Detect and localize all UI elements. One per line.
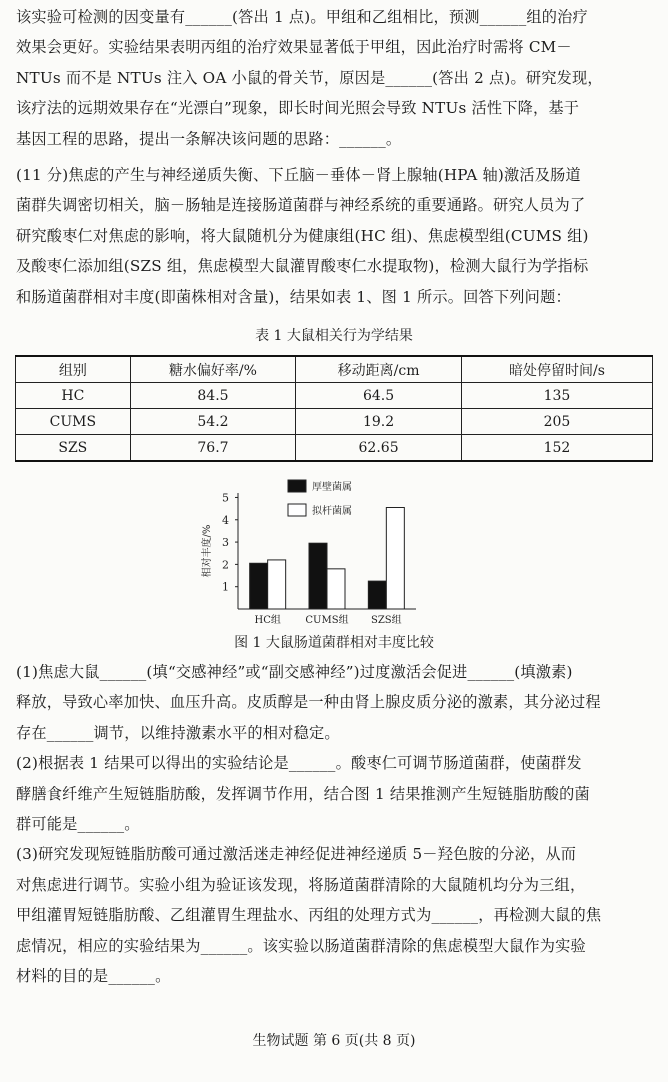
questions-section: [16, 657, 652, 991]
text-line: 释放，导致心率加快、血压升高。皮质醇是一种由肾上腺皮质分泌的激素，其分泌过程: [16, 693, 601, 712]
text-line: 基因工程的思路，提出一条解决该问题的思路：______。: [16, 129, 402, 148]
bar-firmicutes: [368, 581, 386, 609]
text-line: 对焦虑进行调节。实验小组为验证该发现，将肠道菌群清除的大鼠随机均分为三组，: [16, 875, 586, 894]
y-tick-label: 4: [222, 513, 229, 527]
behavior-table: [15, 355, 653, 462]
chart-legend: [288, 480, 352, 517]
table-cell: 62.65: [296, 435, 462, 462]
text-line: 菌群失调密切相关，脑－肠轴是连接肠道菌群与神经系统的重要通路。研究人员为了: [16, 196, 586, 215]
table-cell: 76.7: [130, 435, 296, 462]
x-tick-label: CUMS组: [305, 615, 349, 626]
table-header-cell: 糖水偏好率/%: [130, 356, 296, 383]
table-header-cell: 组别: [16, 356, 131, 383]
table-header-cell: 暗处停留时间/s: [461, 356, 652, 383]
top-paragraph: [16, 2, 652, 154]
table-header-cell: 移动距离/cm: [296, 356, 462, 383]
bar-bacteroides: [268, 560, 286, 609]
text-line: 及酸枣仁添加组(SZS 组，焦虑模型大鼠灌胃酸枣仁水提取物)，检测大鼠行为学指标: [16, 257, 589, 276]
text-line: NTUs 而不是 NTUs 注入 OA 小鼠的骨关节，原因是______(答出 2 点)。研究发现，: [16, 68, 603, 87]
legend-label: 拟杆菌属: [312, 506, 352, 517]
table-row: [16, 435, 653, 462]
legend-label: 厚壁菌属: [312, 482, 352, 493]
legend-swatch: [288, 504, 306, 516]
bacteria-bar-chart: [196, 474, 426, 630]
y-tick-label: 3: [222, 536, 229, 550]
table-cell: HC: [16, 383, 131, 409]
table-cell: 19.2: [296, 409, 462, 435]
text-line: 虑情况，相应的实验结果为______。该实验以肠道菌群清除的焦虑模型大鼠作为实验: [16, 936, 586, 955]
table-cell: 152: [461, 435, 652, 462]
text-line: 甲组灌胃短链脂肪酸、乙组灌胃生理盐水、丙组的处理方式为______，再检测大鼠的焦: [16, 906, 602, 925]
y-axis-label: 相对丰度/%: [202, 524, 213, 578]
x-tick-label: SZS组: [371, 615, 402, 626]
legend-swatch: [288, 480, 306, 492]
text-line: 材料的目的是______。: [16, 967, 171, 986]
table-cell: 84.5: [130, 383, 296, 409]
table-cell: 205: [461, 409, 652, 435]
bar-bacteroides: [386, 508, 404, 610]
text-line: (2)根据表 1 结果可以得出的实验结论是______。酸枣仁可调节肠道菌群，使菌群发: [16, 754, 582, 773]
text-line: 和肠道菌群相对丰度(即菌株相对含量)，结果如表 1、图 1 所示。回答下列问题：: [16, 287, 571, 306]
text-line: (11 分)焦虑的产生与神经递质失衡、下丘脑－垂体－肾上腺轴(HPA 轴)激活及肠道: [16, 166, 581, 184]
bar-firmicutes: [250, 563, 268, 609]
table-cell: 64.5: [296, 383, 462, 409]
figure-caption: 图 1 大鼠肠道菌群相对丰度比较: [234, 635, 434, 651]
text-line: 该疗法的远期效果存在“光漂白”现象，即长时间光照会导致 NTUs 活性下降，基于: [16, 99, 580, 118]
text-line: 效果会更好。实验结果表明丙组的治疗效果显著低于甲组，因此治疗时需将 CM－: [16, 38, 572, 57]
table-cell: SZS: [16, 435, 131, 462]
bar-bacteroides: [327, 569, 345, 609]
table-cell: 135: [461, 383, 652, 409]
table-cell: 54.2: [130, 409, 296, 435]
text-line: 研究酸枣仁对焦虑的影响，将大鼠随机分为健康组(HC 组)、焦虑模型组(CUMS 组): [16, 226, 589, 245]
chart-bars: [250, 508, 405, 610]
table-caption: 表 1 大鼠相关行为学结果: [255, 328, 413, 344]
bar-firmicutes: [309, 543, 327, 609]
text-line: 酵膳食纤维产生短链脂肪酸，发挥调节作用，结合图 1 结果推测产生短链脂肪酸的菌: [16, 784, 590, 803]
page-footer: 生物试题 第 6 页(共 8 页): [252, 1033, 416, 1049]
table-row: [16, 383, 653, 409]
text-line: 群可能是______。: [16, 815, 140, 834]
table-row: [16, 409, 653, 435]
text-line: (1)焦虑大鼠______(填“交感神经”或“副交感神经”)过度激活会促进______(填激素): [16, 663, 573, 681]
y-tick-label: 5: [222, 491, 229, 505]
text-line: 该实验可检测的因变量有______(答出 1 点)。甲组和乙组相比，预测______组的治疗: [16, 8, 588, 26]
text-line: (3)研究发现短链脂肪酸可通过激活迷走神经促进神经递质 5－羟色胺的分泌，从而: [16, 845, 577, 864]
table-cell: CUMS: [16, 409, 131, 435]
intro-paragraph: [16, 160, 652, 312]
x-tick-label: HC组: [254, 615, 281, 626]
y-tick-label: 1: [222, 580, 229, 594]
table-header-row: [16, 356, 653, 383]
text-line: 存在______调节，以维持激素水平的相对稳定。: [16, 723, 340, 742]
y-tick-label: 2: [222, 558, 229, 572]
